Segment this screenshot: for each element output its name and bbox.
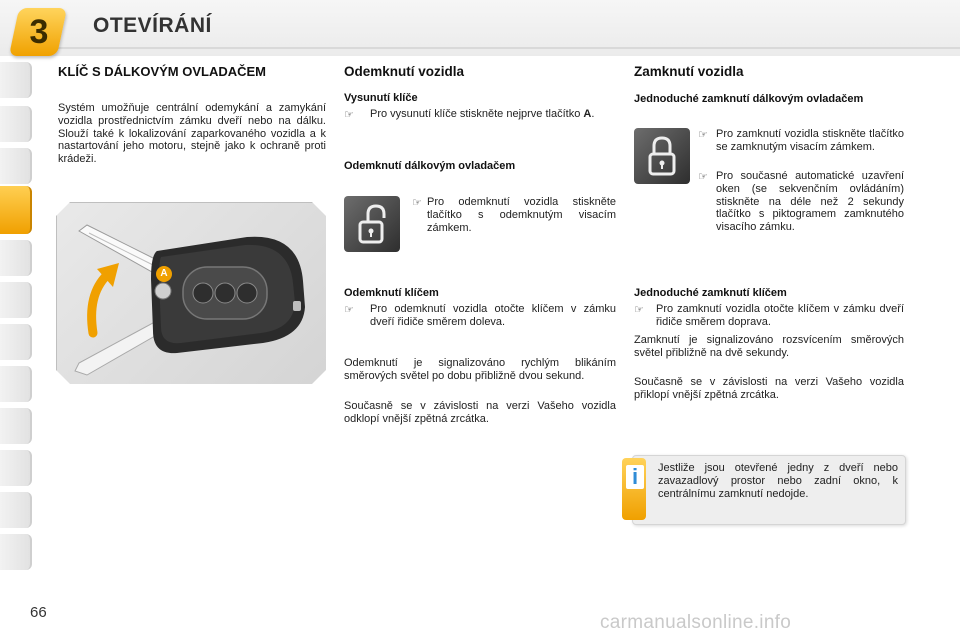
- chapter-tab[interactable]: [0, 148, 32, 184]
- unlock-signal-paragraph: Odemknutí je signalizováno rychlým blikáním směrových světel po dobu přibližně dvou sekund.: [344, 357, 616, 382]
- chapter-tab[interactable]: [0, 282, 32, 318]
- section-title-unlock: Odemknutí vozidla: [344, 64, 465, 79]
- pointing-hand-icon: ☞: [634, 303, 644, 316]
- button-a-marker: A: [156, 266, 172, 282]
- heading-key-extend: Vysunutí klíče: [344, 92, 418, 104]
- section-title-key: KLÍČ S DÁLKOVÝM OVLADAČEM: [58, 64, 266, 79]
- lock-mirrors-paragraph: Současně se v závislosti na verzi Vašeho vozidla přiklopí vnější zpětná zrcátka.: [634, 376, 904, 401]
- unlocked-padlock-icon: [344, 196, 400, 252]
- unlock-mirrors-paragraph: Současně se v závislosti na verzi Vašeho vozidla odklopí vnější zpětná zrcátka.: [344, 400, 616, 425]
- watermark: carmanualsonline.info: [600, 612, 792, 633]
- bullet-key-unlock: ☞ Pro odemknutí vozidla otočte klíčem v zámku dveří řidiče směrem doleva.: [344, 303, 616, 328]
- bullet-key-extend: ☞ Pro vysunutí klíče stiskněte nejprve tlačítko A.: [344, 108, 595, 121]
- pointing-hand-icon: ☞: [344, 108, 354, 121]
- chapter-tab-active[interactable]: [0, 186, 32, 234]
- lock-signal-paragraph: Zamknutí je signalizováno rozsvícením směrových světel přibližně na dvě sekundy.: [634, 334, 904, 359]
- chapter-tab[interactable]: [0, 324, 32, 360]
- bullet-key-lock: ☞ Pro zamknutí vozidla otočte klíčem v zámku dveří řidiče směrem doprava.: [634, 303, 904, 328]
- chapter-tab[interactable]: [0, 492, 32, 528]
- key-icon: [57, 203, 327, 385]
- bullet-remote-unlock: ☞ Pro odemknutí vozidla stiskněte tlačítko s odemknutým visacím zámkem.: [412, 196, 616, 234]
- bullet-remote-lock-windows: ☞ Pro současné automatické uzavření oken (se sekvenčním ovládáním) stiskněte na déle než 2 sekundy tlačítko s piktogramem zamknutého visacího zámku.: [698, 170, 904, 234]
- page-number: 66: [30, 604, 47, 621]
- chapter-tab-strip: [0, 62, 34, 582]
- chapter-number: 3: [29, 13, 49, 51]
- chapter-tab[interactable]: [0, 366, 32, 402]
- chapter-tab[interactable]: [0, 534, 32, 570]
- heading-remote-unlock: Odemknutí dálkovým ovladačem: [344, 160, 516, 172]
- pointing-hand-icon: ☞: [698, 128, 708, 141]
- intro-paragraph: Systém umožňuje centrální odemykání a zamykání vozidla prostřednictvím zámku dveří nebo na dálku. Slouží také k lokalizování zaparkovaného vozidla a k nastartování jeho motoru, stejně jako k ochraně proti krádeži.: [58, 102, 326, 166]
- pointing-hand-icon: ☞: [698, 170, 708, 183]
- info-text: Jestliže jsou otevřené jedny z dveří nebo zavazadlový prostor nebo zadní okno, k centrálnímu zamknutí nedojde.: [658, 462, 898, 500]
- heading-key-lock: Jednoduché zamknutí klíčem: [634, 287, 787, 299]
- heading-remote-lock: Jednoduché zamknutí dálkovým ovladačem: [634, 93, 864, 105]
- header-divider: [40, 47, 960, 49]
- chapter-tab[interactable]: [0, 408, 32, 444]
- chapter-title: OTEVÍRÁNÍ: [93, 14, 212, 37]
- info-icon: i: [626, 465, 644, 489]
- heading-key-unlock: Odemknutí klíčem: [344, 287, 439, 299]
- locked-padlock-icon: [634, 128, 690, 184]
- pointing-hand-icon: ☞: [344, 303, 354, 316]
- pointing-hand-icon: ☞: [412, 196, 422, 209]
- chapter-tab[interactable]: [0, 106, 32, 142]
- key-illustration: [56, 202, 328, 386]
- chapter-tab[interactable]: [0, 62, 32, 98]
- section-title-lock: Zamknutí vozidla: [634, 64, 744, 79]
- bullet-remote-lock: ☞ Pro zamknutí vozidla stiskněte tlačítko se zamknutým visacím zámkem.: [698, 128, 904, 153]
- chapter-tab[interactable]: [0, 450, 32, 486]
- chapter-tab[interactable]: [0, 240, 32, 276]
